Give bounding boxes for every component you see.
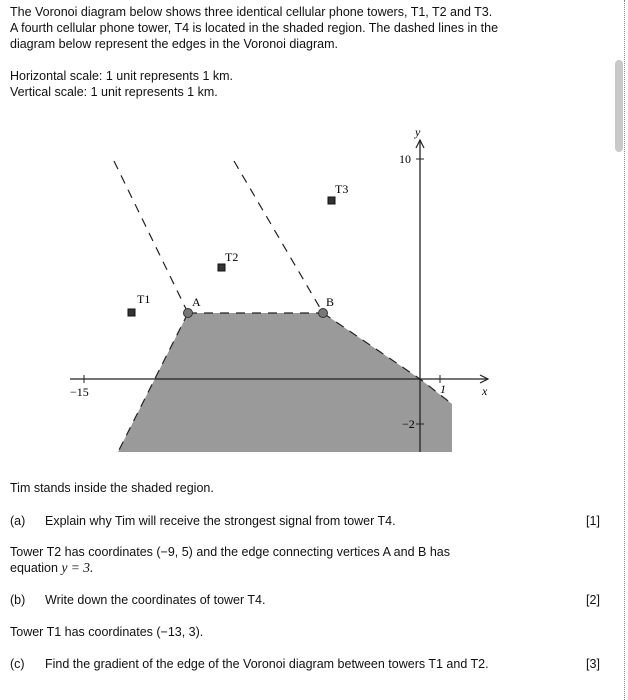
tim-statement: Tim stands inside the shaded region. [10, 481, 214, 495]
t2-info-line-2 [10, 560, 93, 576]
tower-t2-marker [218, 264, 225, 271]
part-a-label: (a) [10, 514, 26, 528]
tick-x-1-label: 1 [440, 382, 446, 396]
t2-info-equation: y = 3. [61, 560, 94, 575]
part-c-text: Find the gradient of the edge of the Voronoi diagram between towers T1 and T2. [45, 657, 489, 671]
vertex-a-label: A [192, 295, 201, 309]
intro-line-2: A fourth cellular phone tower, T4 is located in the shaded region. The dashed lines in the [10, 21, 499, 35]
shaded-region [118, 313, 452, 452]
vertical-scale-text: Vertical scale: 1 unit represents 1 km. [10, 85, 218, 99]
horizontal-scale-text: Horizontal scale: 1 unit represents 1 km. [10, 69, 234, 83]
x-axis-label: x [482, 384, 488, 398]
tower-t3-marker [328, 197, 335, 204]
part-b-label: (b) [10, 593, 26, 607]
part-a-marks: [1] [586, 514, 600, 528]
intro-line-3: diagram below represent the edges in the Voronoi diagram. [10, 37, 338, 51]
page-edge [624, 0, 625, 700]
vertex-a-marker [184, 309, 193, 318]
t2-info-line-1: Tower T2 has coordinates (−9, 5) and the edge connecting vertices A and B has [10, 545, 450, 559]
tick-y-neg2-label: −2 [402, 417, 415, 431]
part-b-marks: [2] [586, 593, 600, 607]
part-c-label: (c) [10, 657, 25, 671]
t1-info-line: Tower T1 has coordinates (−13, 3). [10, 625, 204, 639]
scrollbar-thumb[interactable] [615, 60, 623, 152]
tower-t1-label: T1 [137, 292, 151, 306]
part-c-marks: [3] [586, 657, 600, 671]
edge-t1-t2 [114, 161, 188, 313]
y-axis-label: y [415, 125, 421, 139]
tower-t3-label: T3 [335, 182, 349, 196]
tick-x-neg15-label: −15 [70, 385, 89, 399]
intro-line-1: The Voronoi diagram below shows three identical cellular phone towers, T1, T2 and T3. [10, 5, 493, 19]
vertex-b-label: B [326, 295, 335, 309]
t2-info-prefix: equation [10, 561, 62, 575]
tower-t1-marker [128, 309, 135, 316]
vertex-b-marker [319, 309, 328, 318]
tick-y-10-label: 10 [399, 152, 411, 166]
part-b-text: Write down the coordinates of tower T4. [45, 593, 266, 607]
edge-t2-t3 [234, 161, 323, 313]
part-a-text: Explain why Tim will receive the strongest signal from tower T4. [45, 514, 396, 528]
tower-t2-label: T2 [225, 250, 239, 264]
